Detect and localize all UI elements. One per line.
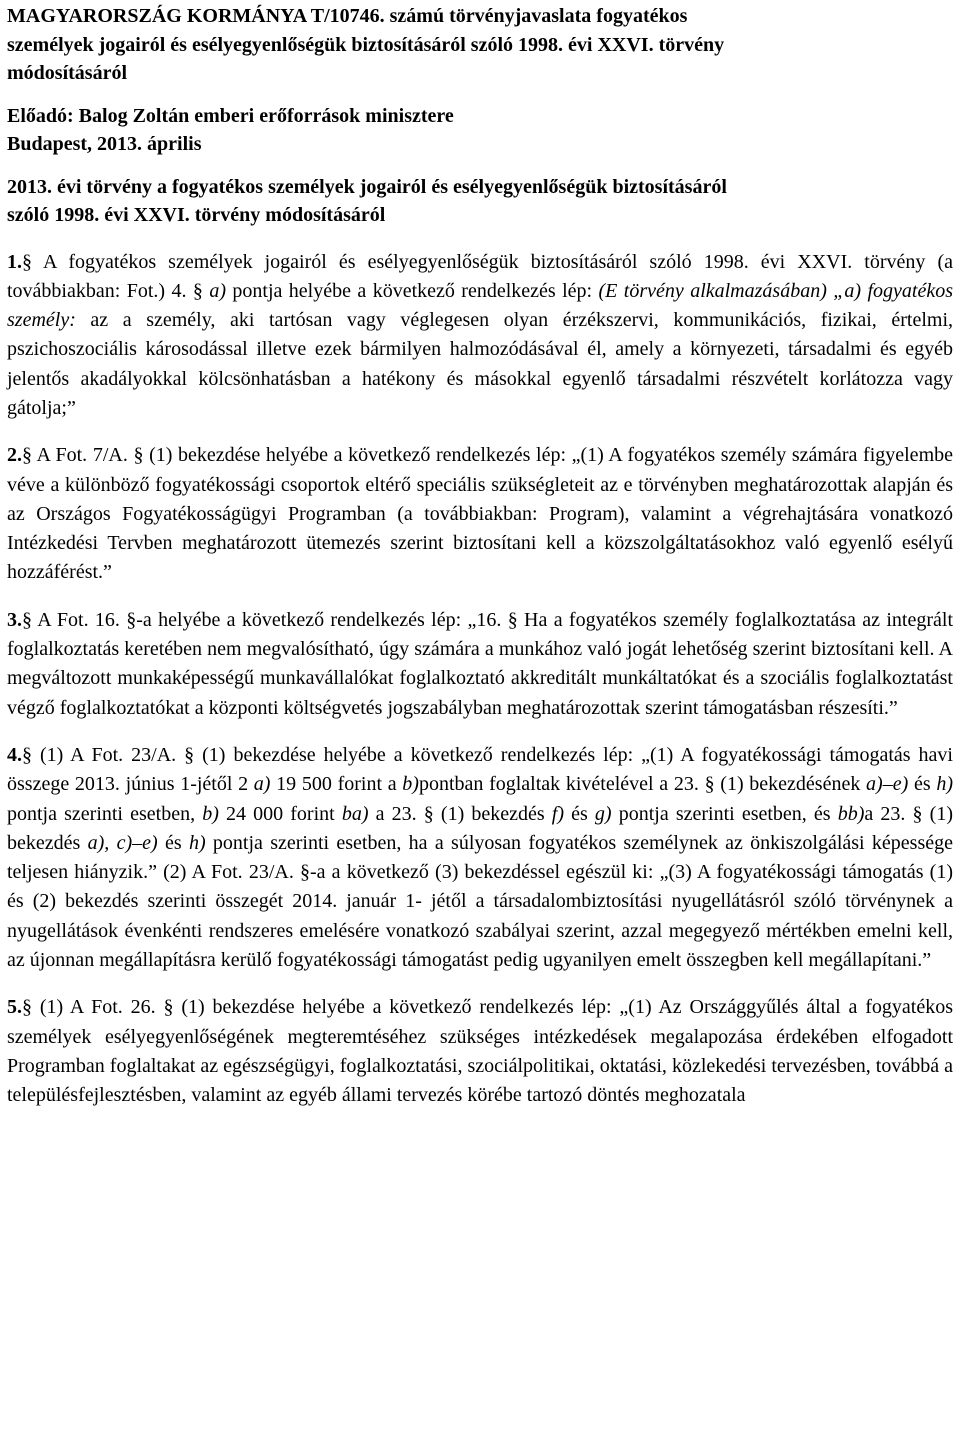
italic-run: a), c)–e) (87, 831, 158, 854)
text-run: 19 500 forint a (270, 773, 403, 796)
presenter-block (7, 102, 953, 159)
text-run: § A Fot. 16. §-a helyébe a következő rendelkezés lép: „16. § Ha a fogyatékos személy foglalkoztatása az integrált foglalkoztatás keretében nem megvalósítható, úgy számára a munkához való jogát lehetőség szerint biztosítani kell. A megváltozott munkaképességű munkavállalókat foglalkoztató akkreditált munkáltatókat és a szociális foglalkoztatást végző foglalkoztatókat a központi költségvetés jogszabályban meghatározottak szerint támogatásban részesíti.” (7, 608, 953, 719)
act-title-line-1: 2013. évi törvény a fogyatékos személyek jogairól és esélyegyenlőségük biztosításáról (7, 175, 727, 198)
date: Budapest, 2013. április (7, 133, 202, 155)
text-run: pontja szerinti esetben, és (611, 802, 838, 825)
bill-title (7, 2, 953, 88)
text-run: az a személy, aki tartósan vagy véglegesen olyan érzékszervi, kommunikációs, fizikai, értelmi, pszichoszociális károsodással illetve ezek bármilyen halmozódásával él, amely a környezeti, társadalmi és egyéb jelentős akadályokkal kölcsönhatásban a hatékony és másokkal egyenlő társadalmi részvételt korlátozza vagy gátolja;” (7, 309, 953, 419)
text-run: pontja szerinti esetben, (7, 802, 203, 825)
text-run: pontja szerinti esetben, ha a súlyosan fogyatékos személynek az önkiszolgálási képessége teljesen hiányzik.” (2) A Fot. 23/A. §-a a következő (3) bekezdéssel egészül ki: „(3) A fogyatékossági támogatás (1) és (2) bekezdés szerinti összegét 2014. január 1- jétől a társadalombiztosítási nyugellátásról szóló törvénynek a nyugellátások évenkénti rendszeres emelésére vonatkozó szabályai szerint, azzal megegyező mértékben emelni kell, az újonnan megállapításra kerülő fogyatékossági támogatást pedig ugyanilyen emelt összegben kell megállapítani.” (7, 831, 953, 972)
text-run: § A fogyatékos személyek jogairól és esélyegyenlőségük biztosításáról szóló 1998. évi XXVI. törvény (a továbbiakban: Fot.) 4. § (7, 250, 953, 302)
italic-run: bb) (837, 802, 865, 825)
section-3 (7, 606, 953, 723)
text-run: § (1) A Fot. 23/A. § (1) bekezdése helyébe a következő rendelkezés lép: „(1) A fogyatékossági támogatás havi összege 2013. június 1-jétől 2 (7, 743, 953, 796)
section-number: 2. (7, 444, 22, 467)
text-run: 24 000 forint (218, 802, 342, 825)
bill-title-line-2: személyek jogairól és esélyegyenlőségük biztosításáról szóló 1998. évi XXVI. törvény (7, 33, 725, 56)
section-number: 5. (7, 996, 22, 1019)
act-title-line-2: szóló 1998. évi XXVI. törvény módosításáról (7, 204, 386, 226)
section-1 (7, 248, 953, 424)
sections (7, 248, 953, 1111)
section-number: 1. (7, 250, 22, 273)
italic-run: ba) (341, 802, 369, 825)
italic-run: a)–e) (866, 773, 909, 796)
italic-run: (E törvény alkalmazásában) „a) fogyatékos személy: (7, 279, 953, 332)
act-title (7, 173, 953, 230)
italic-run: h) (936, 773, 953, 796)
italic-run: b) (402, 773, 419, 796)
section-body (7, 996, 953, 1106)
text-run: pontja helyébe a következő rendelkezés lép: (225, 279, 599, 302)
italic-run: h) (188, 831, 206, 854)
text-run: a 23. § (1) bekezdés (368, 802, 552, 825)
section-5 (7, 993, 953, 1110)
section-body (7, 444, 953, 583)
italic-run: f) (551, 802, 564, 825)
text-run: és (908, 773, 937, 796)
italic-run: a) (209, 279, 226, 302)
section-body (7, 744, 953, 971)
text-run: a 23. § (1) bekezdés (7, 802, 953, 854)
section-number: 4. (7, 743, 22, 766)
presenter: Előadó: Balog Zoltán emberi erőforrások minisztere (7, 104, 454, 127)
bill-title-line-3: módosításáról (7, 62, 127, 84)
italic-run: g) (594, 802, 612, 825)
text-run: § A Fot. 7/A. § (1) bekezdése helyébe a következő rendelkezés lép: „(1) A fogyatékos személy számára figyelembe véve a különböző fogyatékossági csoportok eltérő speciális szükségleteit az e törvényben meghatározottak alapján és az Országos Fogyatékosságügyi Programban (a továbbiakban: Program), valamint a végrehajtására vonatkozó Intézkedési Tervben meghatározott ütemezés szerint biztosítani kell a közszolgáltatásokhoz való egyenlő esélyű hozzáférést.” (7, 444, 953, 584)
text-run: § (1) A Fot. 26. § (1) bekezdése helyébe a következő rendelkezés lép: „(1) Az Országgyűlés által a fogyatékos személyek esélyegyenlőségének megteremtéséhez szükséges intézkedések megalapozása érdekében elfogadott Programban foglaltakat az egészségügyi, foglalkoztatási, szociálpolitikai, oktatási, közlekedési tervezésben, továbbá a településfejlesztésben, valamint az egyéb állami tervezés körébe tartozó döntés meghozatala (7, 996, 953, 1107)
italic-run: a) (253, 773, 271, 796)
text-run: és (564, 802, 595, 825)
section-body (7, 609, 953, 719)
section-4 (7, 741, 953, 975)
italic-run: b) (202, 802, 219, 825)
section-number: 3. (7, 608, 22, 631)
text-run: és (157, 831, 189, 854)
section-2 (7, 441, 953, 587)
section-body (7, 251, 953, 419)
text-run: pontban foglaltak kivételével a 23. § (1) bekezdésének (418, 773, 867, 796)
bill-title-line-1: MAGYARORSZÁG KORMÁNYA T/10746. számú törvényjavaslata fogyatékos (7, 5, 688, 27)
